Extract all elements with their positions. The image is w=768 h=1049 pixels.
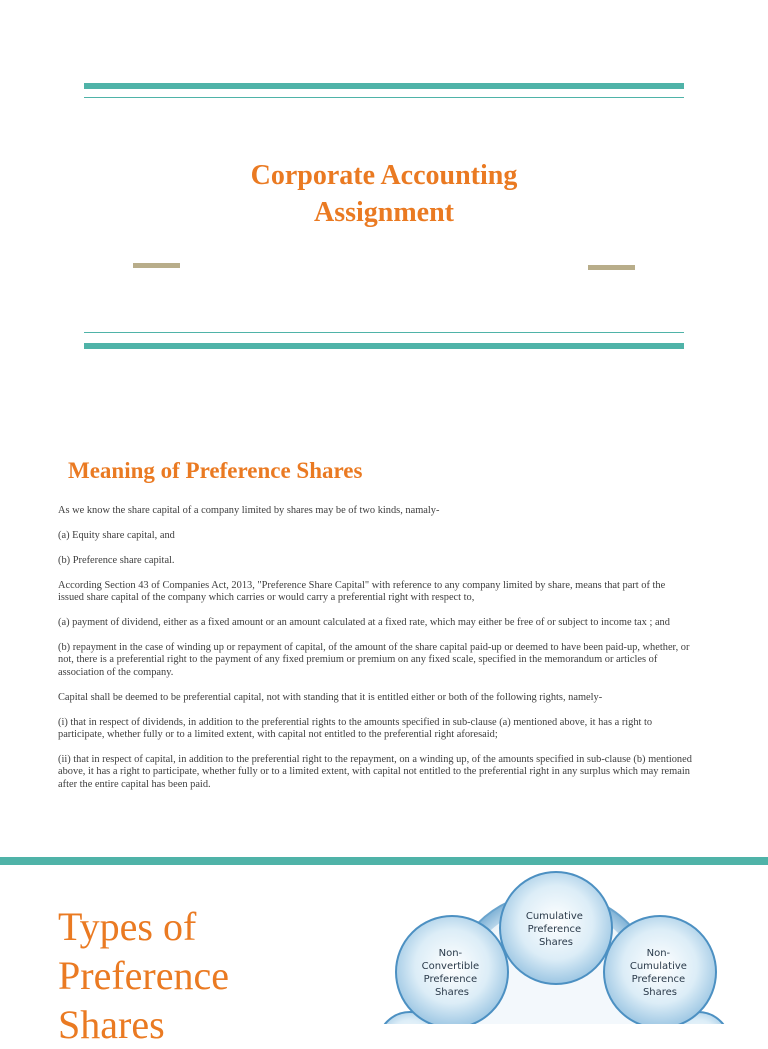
title-line-2: Assignment <box>313 197 454 228</box>
slide-separator-bar <box>0 857 768 865</box>
paragraph: (a) payment of dividend, either as a fixed amount or an amount calculated at a fixed rate, which may either be free of or subject to income tax ; and <box>58 617 670 629</box>
circle-left-line-3: Preference <box>423 974 478 985</box>
paragraph: (b) repayment in the case of winding up or repayment of capital, of the amount of the share capital paid-up or deemed to have been paid-up, whether, or not, there is a preferential right to the payment of any fixed premium or premium on any fixed scale, specified in the memorandum or articles of association of the company. <box>58 641 690 678</box>
paragraph: Capital shall be deemed to be preferential capital, not with standing that it is entitled either or both of the following rights, namely- <box>58 691 603 703</box>
slide-title <box>0 157 768 231</box>
top-border-thick <box>84 83 684 89</box>
bottom-border-thin <box>84 332 684 333</box>
types-title-line-3: Shares <box>58 1002 165 1047</box>
circle-left-line-2: Convertible <box>421 961 480 972</box>
circle-right-line-4: Shares <box>642 987 678 998</box>
non-cumulative-circle <box>604 916 716 1024</box>
circle-right-line-2: Cumulative <box>629 961 687 972</box>
circle-right-line-1: Non- <box>646 948 671 959</box>
circle-top-line-2: Preference <box>527 924 582 935</box>
paragraph: (b) Preference share capital. <box>58 554 175 566</box>
types-title-line-1: Types of <box>58 904 197 949</box>
top-border-thin <box>84 97 684 98</box>
title-line-1: Corporate Accounting <box>250 160 518 191</box>
circle-left-line-4: Shares <box>434 987 470 998</box>
left-dash-decoration <box>133 263 180 268</box>
paragraph: (a) Equity share capital, and <box>58 529 175 541</box>
circle-right-line-3: Preference <box>631 974 686 985</box>
section-body <box>58 505 692 804</box>
bottom-border-thick <box>84 343 684 349</box>
right-dash-decoration <box>588 265 635 270</box>
circle-left-line-1: Non- <box>438 948 463 959</box>
section-heading: Meaning of Preference Shares <box>68 458 363 483</box>
paragraph: (ii) that in respect of capital, in addition to the preferential right to the repayment, on a winding up, of the amounts specified in sub-clause (b) mentioned above, it has a right to participate, whether fully or to a limited extent, with capital not entitled to the preferential right in any surplus which may remain after the entire capital has been paid. <box>58 753 692 790</box>
cumulative-circle <box>500 872 612 984</box>
paragraph: As we know the share capital of a company limited by shares may be of two kinds, namaly- <box>58 505 440 516</box>
circle-top-line-3: Shares <box>538 937 574 948</box>
types-title <box>58 902 229 1049</box>
paragraph: (i) that in respect of dividends, in addition to the preferential rights to the amounts specified in sub-clause (a) mentioned above, it has a right to participate, whether fully or to a limited extent, with capital not entitled to the preferential right aforesaid; <box>58 716 653 740</box>
types-title-line-2: Preference <box>58 953 229 998</box>
paragraph: According Section 43 of Companies Act, 2013, "Preference Share Capital" with reference to any company limited by share, means that part of the issued share capital of the company which carries or would carry a preferential right with respect to, <box>58 579 666 604</box>
non-convertible-circle <box>396 916 508 1024</box>
circle-top-line-1: Cumulative <box>525 911 583 922</box>
preference-shares-diagram <box>380 866 768 1024</box>
